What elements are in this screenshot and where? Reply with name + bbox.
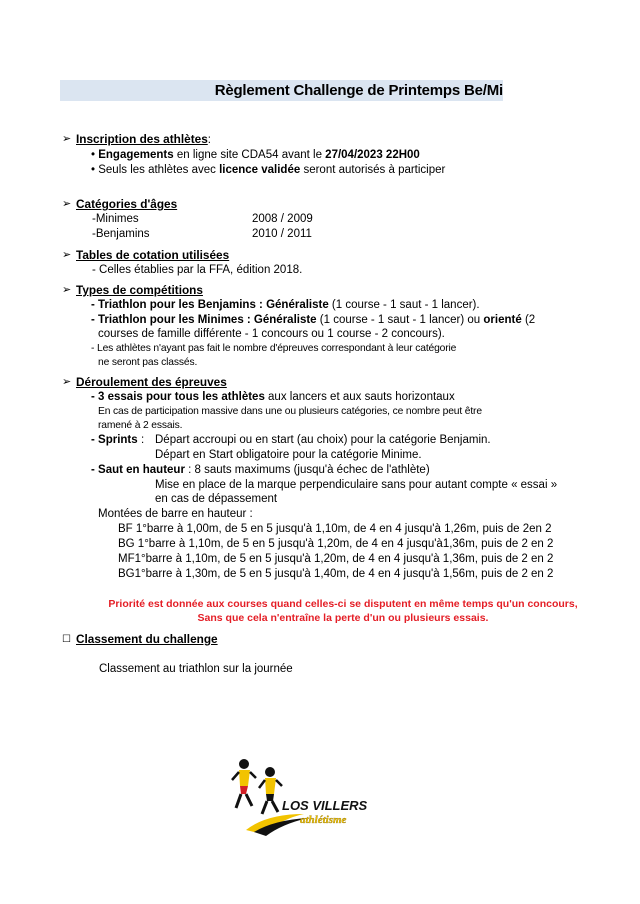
checkbox-bullet-icon: ☐	[62, 634, 71, 645]
hauteur-line-3: en cas de dépassement	[155, 493, 278, 505]
logo-text-sub: athlétisme	[300, 814, 347, 826]
tables-heading: Tables de cotation utilisées	[76, 248, 230, 262]
hauteur-line-2: Mise en place de la marque perpendiculaire sans pour autant compte « essai »	[155, 479, 558, 491]
sprints-line-1: Départ accroupi ou en start (au choix) pour la catégorie Benjamin.	[155, 434, 491, 446]
category-name-benjamins: -Benjamins	[92, 228, 150, 240]
arrow-bullet-icon: ➢	[62, 198, 72, 210]
priority-line-2: Sans que cela n'entraîne la perte d'un ou plusieurs essais.	[197, 612, 489, 624]
inscription-line-2: • Seuls les athlètes avec licence validée seront autorisés à participer	[91, 164, 446, 176]
classement-heading: Classement du challenge	[76, 632, 218, 646]
club-logo	[226, 756, 368, 836]
sprints-colon: :	[141, 434, 145, 446]
deroulement-heading: Déroulement des épreuves	[76, 375, 227, 389]
logo-text-main: LOS VILLERS	[282, 798, 368, 813]
montee-bf: BF 1°barre à 1,00m, de 5 en 5 jusqu'à 1,10m, de 4 en 4 jusqu'à 1,26m, puis de 2en 2	[118, 523, 552, 535]
classement-line: Classement au triathlon sur la journée	[99, 663, 293, 675]
runner-2-icon	[259, 767, 282, 814]
dot-bullet-icon: •	[91, 164, 96, 176]
sprints-line-2: Départ en Start obligatoire pour la catégorie Minime.	[155, 449, 422, 461]
montee-mf: MF1°barre à 1,10m, de 5 en 5 jusqu'à 1,20m, de 4 en 4 jusqu'à 1,36m, puis de 2 en 2	[118, 553, 554, 565]
category-years-benjamins: 2010 / 2011	[252, 228, 312, 240]
types-minimes-line-2: courses de famille différente - 1 concours ou 1 course - 2 concours).	[98, 328, 445, 340]
montees-title: Montées de barre en hauteur :	[98, 508, 253, 520]
category-years-minimes: 2008 / 2009	[252, 213, 313, 225]
essais-line: - 3 essais pour tous les athlètes aux lancers et aux sauts horizontaux	[91, 391, 455, 403]
types-minimes: - Triathlon pour les Minimes : Généraliste (1 course - 1 saut - 1 lancer) ou orienté (2	[91, 314, 536, 326]
types-note-line-2: ne seront pas classés.	[98, 357, 198, 368]
inscription-line-1: • Engagements en ligne site CDA54 avant le 27/04/2023 22H00	[91, 149, 420, 161]
arrow-bullet-icon: ➢	[62, 284, 72, 296]
arrow-bullet-icon: ➢	[62, 133, 72, 145]
hauteur-line: - Saut en hauteur : 8 sauts maximums (jusqu'à échec de l'athlète)	[91, 464, 430, 476]
essais-line-3: ramené à 2 essais.	[98, 420, 183, 431]
essais-line-2: En cas de participation massive dans une ou plusieurs catégories, ce nombre peut être	[98, 406, 482, 417]
arrow-bullet-icon: ➢	[62, 376, 72, 388]
priority-line-1: Priorité est donnée aux courses quand celles-ci se disputent en même temps qu'un concours,	[108, 598, 578, 610]
runner-1-icon	[232, 759, 256, 808]
categories-heading: Catégories d'âges	[76, 197, 178, 211]
category-name-minimes: -Minimes	[92, 213, 139, 225]
types-heading: Types de compétitions	[76, 283, 203, 297]
montee-bg2: BG1°barre à 1,30m, de 5 en 5 jusqu'à 1,40m, de 4 en 4 jusqu'à 1,56m, puis de 2 en 2	[118, 568, 554, 580]
sprints-label: - Sprints	[91, 434, 138, 446]
section-inscription: Inscription des athlètes:	[76, 132, 211, 146]
arrow-bullet-icon: ➢	[62, 249, 72, 261]
page-title: Règlement Challenge de Printemps Be/Mi	[214, 82, 503, 99]
dot-bullet-icon: •	[91, 149, 96, 161]
types-benjamins: - Triathlon pour les Benjamins : Généraliste (1 course - 1 saut - 1 lancer).	[91, 299, 480, 311]
montee-bg: BG 1°barre à 1,10m, de 5 en 5 jusqu'à 1,20m, de 4 en 4 jusqu'à1,36m, puis de 2 en 2	[118, 538, 554, 550]
inscription-heading: Inscription des athlètes	[76, 132, 208, 146]
tables-line: - Celles établies par la FFA, édition 2018.	[92, 264, 303, 276]
types-note-line-1: - Les athlètes n'ayant pas fait le nombre d'épreuves correspondant à leur catégorie	[91, 343, 457, 354]
